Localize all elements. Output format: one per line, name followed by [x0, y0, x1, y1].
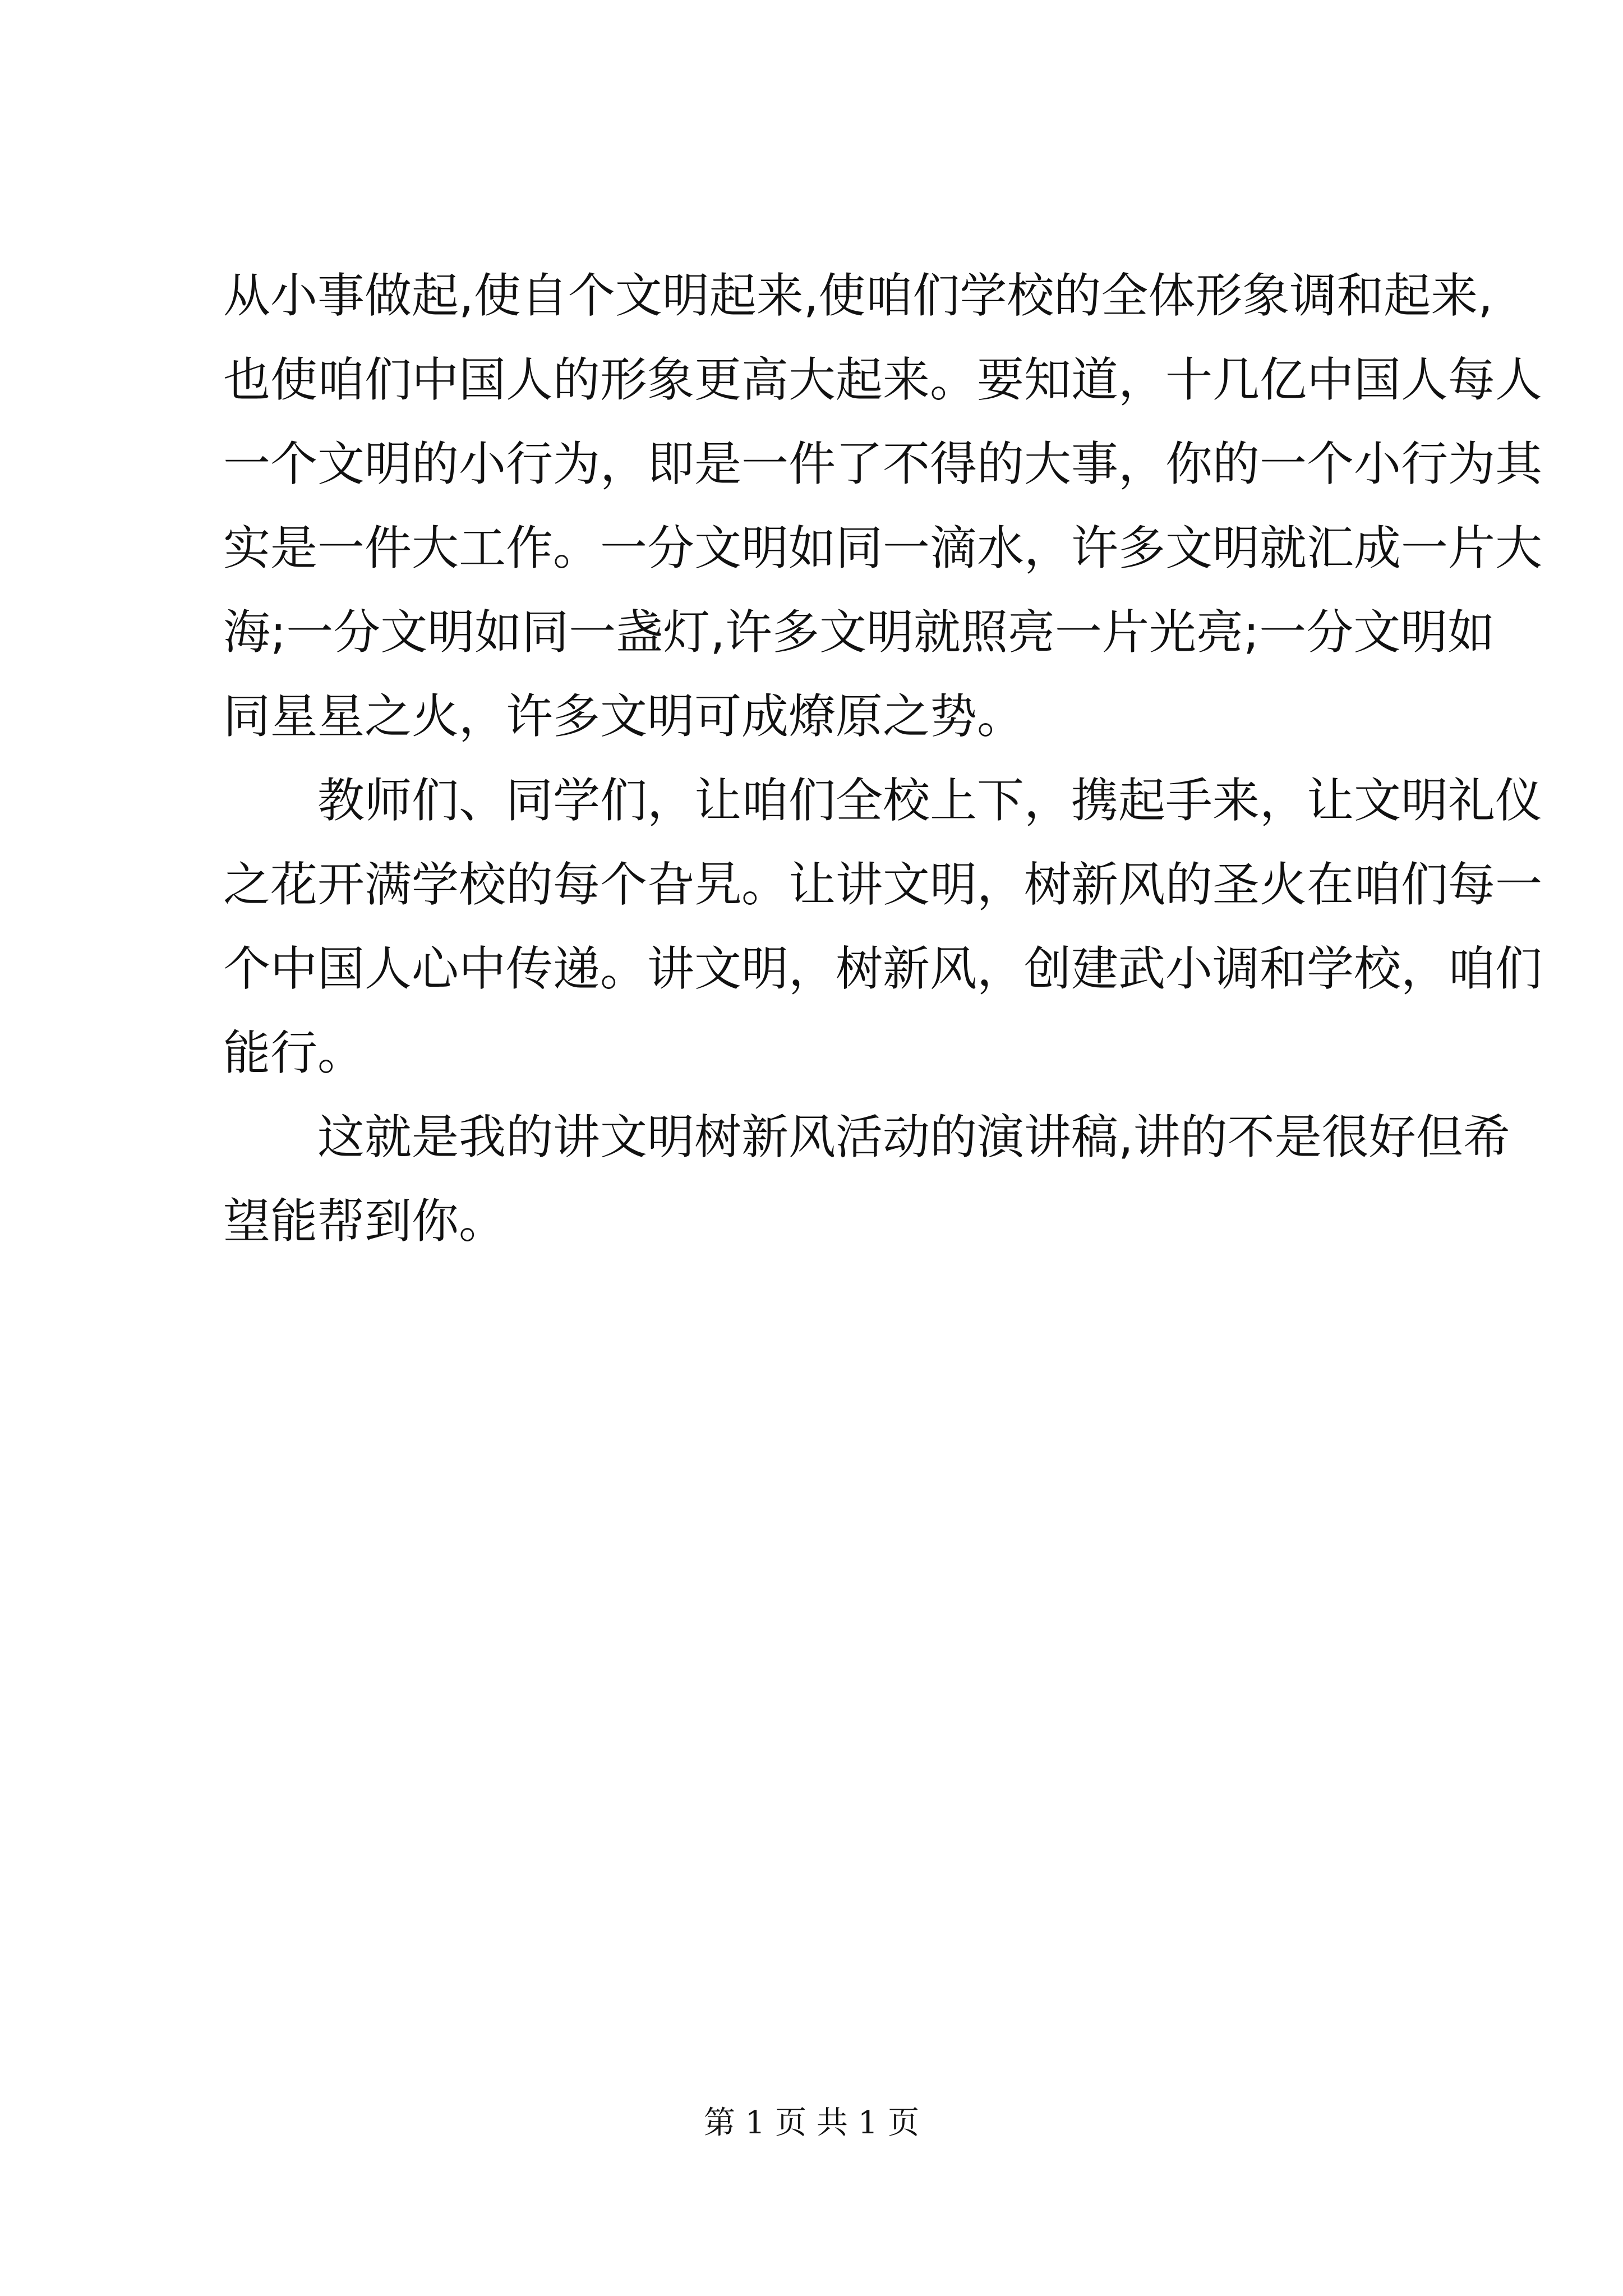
paragraph-1-line-2: 也使咱们中国人的形象更高大起来。要知道，十几亿中国人每人	[223, 352, 1543, 407]
paragraph-3-line-2: 望能帮到你。	[223, 1194, 506, 1249]
paragraph-2-line-3: 个中国人心中传递。讲文明，树新风，创建武小调和学校，咱们	[223, 941, 1543, 996]
paragraph-1-line-5: 海;一分文明如同一盏灯,许多文明就照亮一片光亮;一分文明如	[223, 605, 1495, 660]
paragraph-1-line-1: 从小事做起,使自个文明起来,使咱们学校的全体形象调和起来,	[223, 268, 1493, 323]
paragraph-2-line-4: 能行。	[223, 1025, 365, 1080]
page-footer: 第 1 页 共 1 页	[703, 2105, 920, 2141]
paragraph-2-line-1: 教师们、同学们，让咱们全校上下，携起手来，让文明礼仪	[317, 773, 1543, 828]
document-body	[223, 254, 1543, 1263]
paragraph-1-line-3: 一个文明的小行为，即是一件了不得的大事，你的一个小行为其	[223, 436, 1543, 491]
paragraph-1-line-6: 同星星之火，许多文明可成燎原之势。	[223, 689, 1025, 744]
paragraph-1-line-4: 实是一件大工作。一分文明如同一滴水，许多文明就汇成一片大	[223, 521, 1543, 576]
paragraph-2-line-2: 之花开满学校的每个旮旯。让讲文明，树新风的圣火在咱们每一	[223, 857, 1543, 912]
paragraph-3-line-1: 这就是我的讲文明树新风活动的演讲稿,讲的不是很好但希	[317, 1110, 1510, 1165]
